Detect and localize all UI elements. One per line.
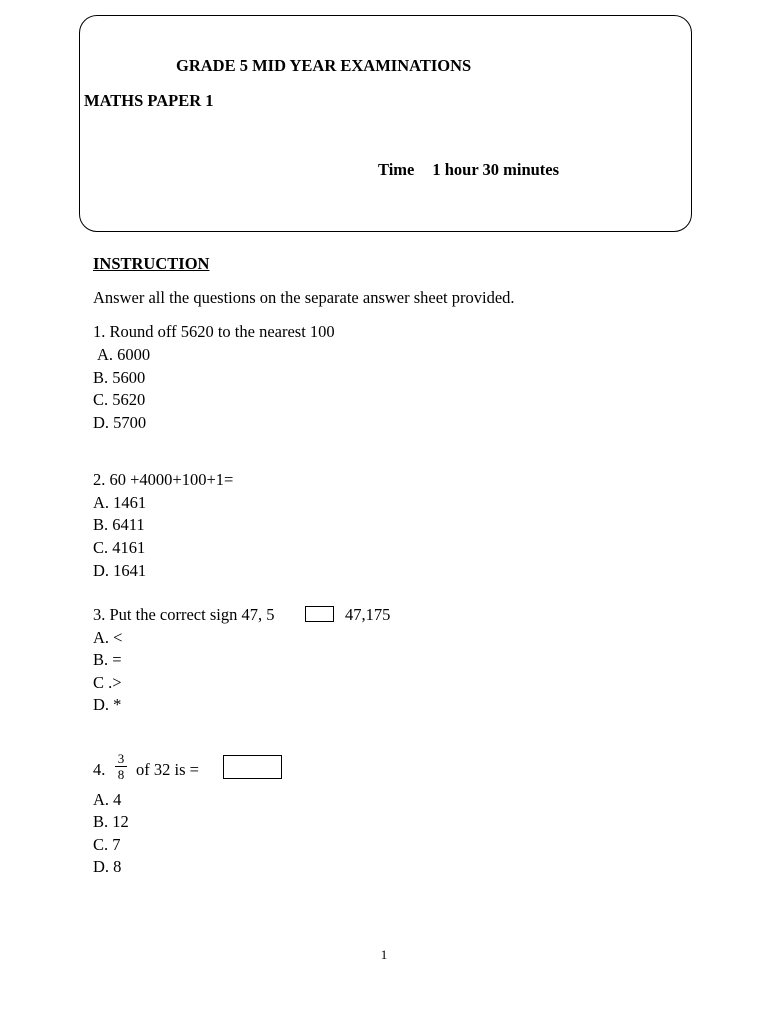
question-4-stem: of 32 is = — [136, 760, 199, 779]
fraction-numerator: 3 — [117, 751, 125, 766]
question-2-option-a: A. 1461 — [93, 493, 147, 512]
time-value: 1 hour 30 minutes — [432, 160, 560, 179]
question-4-option-c: C. 7 — [93, 835, 121, 854]
instruction-heading: INSTRUCTION — [93, 254, 210, 273]
question-3-stem-number: 47,175 — [345, 605, 391, 624]
page-number: 1 — [380, 947, 388, 962]
question-2-option-d: D. 1641 — [93, 561, 147, 580]
question-1-option-c: C. 5620 — [93, 390, 146, 409]
question-3-stem: 3. Put the correct sign 47, 5 — [93, 605, 275, 624]
header-box — [79, 15, 692, 232]
instruction-text: Answer all the questions on the separate answer sheet provided. — [93, 288, 515, 307]
question-2-option-c: C. 4161 — [93, 538, 146, 557]
exam-title: GRADE 5 MID YEAR EXAMINATIONS — [176, 56, 472, 75]
fraction — [114, 751, 128, 782]
question-3-option-a: A. < — [93, 628, 123, 647]
question-4-option-b: B. 12 — [93, 812, 129, 831]
paper-title: MATHS PAPER 1 — [84, 91, 214, 110]
question-2-option-b: B. 6411 — [93, 515, 145, 534]
time-line — [378, 160, 559, 180]
question-1-option-a: A. 6000 — [97, 345, 151, 364]
question-3-option-c: C .> — [93, 673, 122, 692]
fraction-denominator: 8 — [117, 767, 125, 782]
question-4-option-a: A. 4 — [93, 790, 122, 809]
question-4-option-d: D. 8 — [93, 857, 122, 876]
question-1-stem: 1. Round off 5620 to the nearest 100 — [93, 322, 335, 341]
result-answer-box — [223, 755, 282, 779]
time-label: Time — [378, 160, 415, 179]
sign-answer-box — [305, 606, 334, 622]
question-1-option-d: D. 5700 — [93, 413, 147, 432]
question-3-option-d: D. * — [93, 695, 122, 714]
question-4-number: 4. — [93, 760, 106, 779]
question-1-option-b: B. 5600 — [93, 368, 146, 387]
question-3-option-b: B. = — [93, 650, 122, 669]
question-2-stem: 2. 60 +4000+100+1= — [93, 470, 234, 489]
